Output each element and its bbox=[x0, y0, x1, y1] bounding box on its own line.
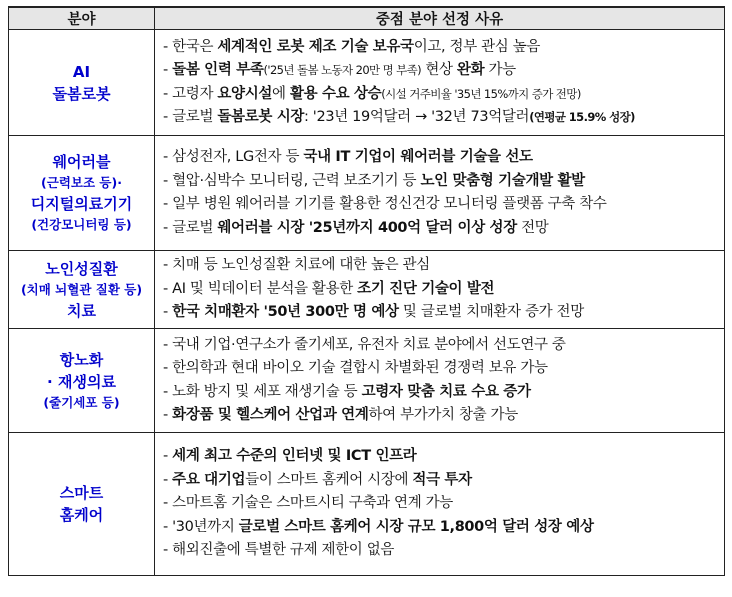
reason-text: - bbox=[163, 448, 173, 465]
reason-item bbox=[163, 404, 724, 428]
reason-text: 세계적인 로봇 제조 기술 보유국 bbox=[217, 38, 414, 55]
sector-label: 홈케어 bbox=[59, 506, 104, 524]
reason-text: 이고, 정부 관심 높음 bbox=[413, 38, 541, 55]
reason-text: - bbox=[163, 62, 173, 78]
reason-item bbox=[163, 381, 724, 405]
reason-cell bbox=[155, 433, 724, 575]
reason-text: 주요 대기업 bbox=[172, 471, 246, 488]
table-row bbox=[8, 30, 725, 135]
reason-text: - 혈압·심박수 모니터링, 근력 보조기기 등 bbox=[163, 172, 421, 189]
table-row bbox=[8, 135, 725, 250]
reason-cell bbox=[155, 329, 724, 432]
reason-text: 에 bbox=[272, 85, 290, 102]
reason-text: 활용 수요 상승 bbox=[289, 85, 382, 102]
reason-text: 완화 bbox=[456, 62, 485, 78]
reason-text: - 국내 기업·연구소가 줄기세포, 유전자 치료 분야에서 선도연구 중 bbox=[163, 336, 566, 353]
reason-text: - 해외진출에 특별한 규제 제한이 없음 bbox=[163, 542, 395, 559]
reason-item bbox=[163, 170, 724, 194]
sector-cell bbox=[9, 136, 155, 250]
reason-item bbox=[163, 254, 724, 278]
sector-label: (치매 뇌혈관 질환 등) bbox=[20, 281, 143, 297]
sector-label: 노인성질환 bbox=[45, 259, 118, 278]
table-row bbox=[8, 432, 725, 576]
reason-text: - bbox=[163, 471, 173, 488]
sector-label: 스마트 bbox=[59, 484, 104, 502]
reason-text: - 한의학과 현대 바이오 기술 결합시 차별화된 경쟁력 보유 가능 bbox=[163, 360, 548, 376]
sector-cell bbox=[9, 251, 155, 328]
reason-item bbox=[163, 357, 724, 381]
reason-text: 웨어러블 시장 '25년까지 400억 달러 이상 성장 bbox=[217, 219, 517, 236]
reason-cell bbox=[155, 251, 724, 328]
table-header bbox=[8, 6, 725, 30]
sector-label: AI bbox=[72, 62, 91, 81]
reason-cell bbox=[155, 30, 724, 135]
reason-text: - 글로벌 bbox=[163, 109, 218, 125]
sector-label: (건강모니터링 등) bbox=[31, 217, 132, 232]
reason-item bbox=[163, 445, 724, 469]
sector-label: 웨어러블 bbox=[52, 153, 111, 171]
sector-label: 항노화 bbox=[59, 350, 104, 369]
reason-item bbox=[163, 83, 724, 107]
reason-text: 및 글로벌 치매환자 증가 전망 bbox=[398, 304, 584, 321]
reason-text: - AI 및 빅데이터 분석을 활용한 bbox=[163, 280, 358, 297]
reason-text: 조기 진단 기술이 발전 bbox=[357, 280, 495, 297]
reason-text: 하여 부가가치 창출 가능 bbox=[368, 407, 518, 423]
sector-label: 돌봄로봇 bbox=[52, 84, 111, 103]
reason-item bbox=[163, 516, 724, 540]
reason-text: (시설 거주비율 '35년 15%까지 증가 전망) bbox=[381, 86, 581, 101]
reason-item bbox=[163, 278, 724, 302]
reason-cell bbox=[155, 136, 724, 250]
sector-cell bbox=[9, 329, 155, 432]
reason-text: (연평균 15.9% 성장) bbox=[529, 110, 635, 124]
reason-text: - '30년까지 bbox=[163, 518, 239, 535]
reason-item bbox=[163, 539, 724, 563]
sector-cell bbox=[9, 30, 155, 135]
reason-item bbox=[163, 334, 724, 358]
sector-label: 치료 bbox=[67, 301, 96, 320]
reason-text: - bbox=[163, 304, 173, 321]
header-sector: 분야 bbox=[9, 8, 155, 29]
reason-item bbox=[163, 492, 724, 516]
table-row bbox=[8, 328, 725, 432]
reason-text: 한국 치매환자 '50년 300만 명 예상 bbox=[172, 304, 399, 321]
reason-text: ('25년 돌봄 노동자 20만 명 부족) bbox=[263, 63, 422, 77]
reason-item bbox=[163, 301, 724, 325]
reason-text: 글로벌 스마트 홈케어 시장 규모 1,800억 달러 성장 예상 bbox=[238, 518, 594, 535]
reason-text: 국내 IT 기업이 웨어러블 기술을 선도 bbox=[303, 149, 533, 165]
reason-item bbox=[163, 193, 724, 217]
sector-table bbox=[8, 6, 725, 576]
reason-text: : '23년 19억달러 → '32년 73억달러 bbox=[304, 109, 530, 125]
sector-label: · 재생의료 bbox=[47, 372, 116, 391]
reason-item bbox=[163, 36, 724, 60]
reason-text: - 치매 등 노인성질환 치료에 대한 높은 관심 bbox=[163, 257, 430, 274]
reason-text: - 고령자 bbox=[163, 85, 218, 102]
reason-text: 현상 bbox=[421, 62, 457, 78]
reason-text: 화장품 및 헬스케어 산업과 연계 bbox=[172, 407, 369, 423]
reason-text: 노인 맞춤형 기술개발 활발 bbox=[420, 172, 585, 189]
reason-text: 전망 bbox=[516, 219, 549, 236]
reason-item bbox=[163, 469, 724, 493]
reason-text: 세계 최고 수준의 인터넷 및 ICT 인프라 bbox=[172, 448, 417, 465]
reason-text: 돌봄로봇 시장 bbox=[217, 109, 305, 125]
reason-text: 요양시설 bbox=[217, 85, 273, 102]
reason-item bbox=[163, 59, 724, 83]
table-row bbox=[8, 250, 725, 328]
reason-text: 고령자 맞춤 치료 수요 증가 bbox=[361, 383, 531, 400]
reason-text: - 한국은 bbox=[163, 38, 218, 55]
reason-text: 적극 투자 bbox=[412, 471, 472, 488]
sector-label: 디지털의료기기 bbox=[30, 195, 133, 213]
reason-text: 돌봄 인력 부족 bbox=[172, 62, 264, 78]
reason-text: - bbox=[163, 407, 173, 423]
reason-item bbox=[163, 146, 724, 170]
reason-text: 들이 스마트 홈케어 시장에 bbox=[245, 471, 413, 488]
sector-cell bbox=[9, 433, 155, 575]
reason-text: - 노화 방지 및 세포 재생기술 등 bbox=[163, 383, 362, 400]
reason-text: - 글로벌 bbox=[163, 219, 218, 236]
reason-text: - 스마트홈 기술은 스마트시티 구축과 연계 가능 bbox=[163, 495, 453, 512]
reason-item bbox=[163, 217, 724, 241]
header-reason: 중점 분야 선정 사유 bbox=[375, 12, 504, 28]
sector-label: (근력보조 등)· bbox=[41, 175, 122, 190]
sector-label: (줄기세포 등) bbox=[43, 394, 120, 410]
reason-text: - 일부 병원 웨어러블 기기를 활용한 정신건강 모니터링 플랫폼 구축 착수 bbox=[163, 196, 607, 212]
reason-text: - 삼성전자, LG전자 등 bbox=[163, 149, 304, 165]
reason-item bbox=[163, 106, 724, 130]
reason-text: 가능 bbox=[484, 62, 516, 78]
